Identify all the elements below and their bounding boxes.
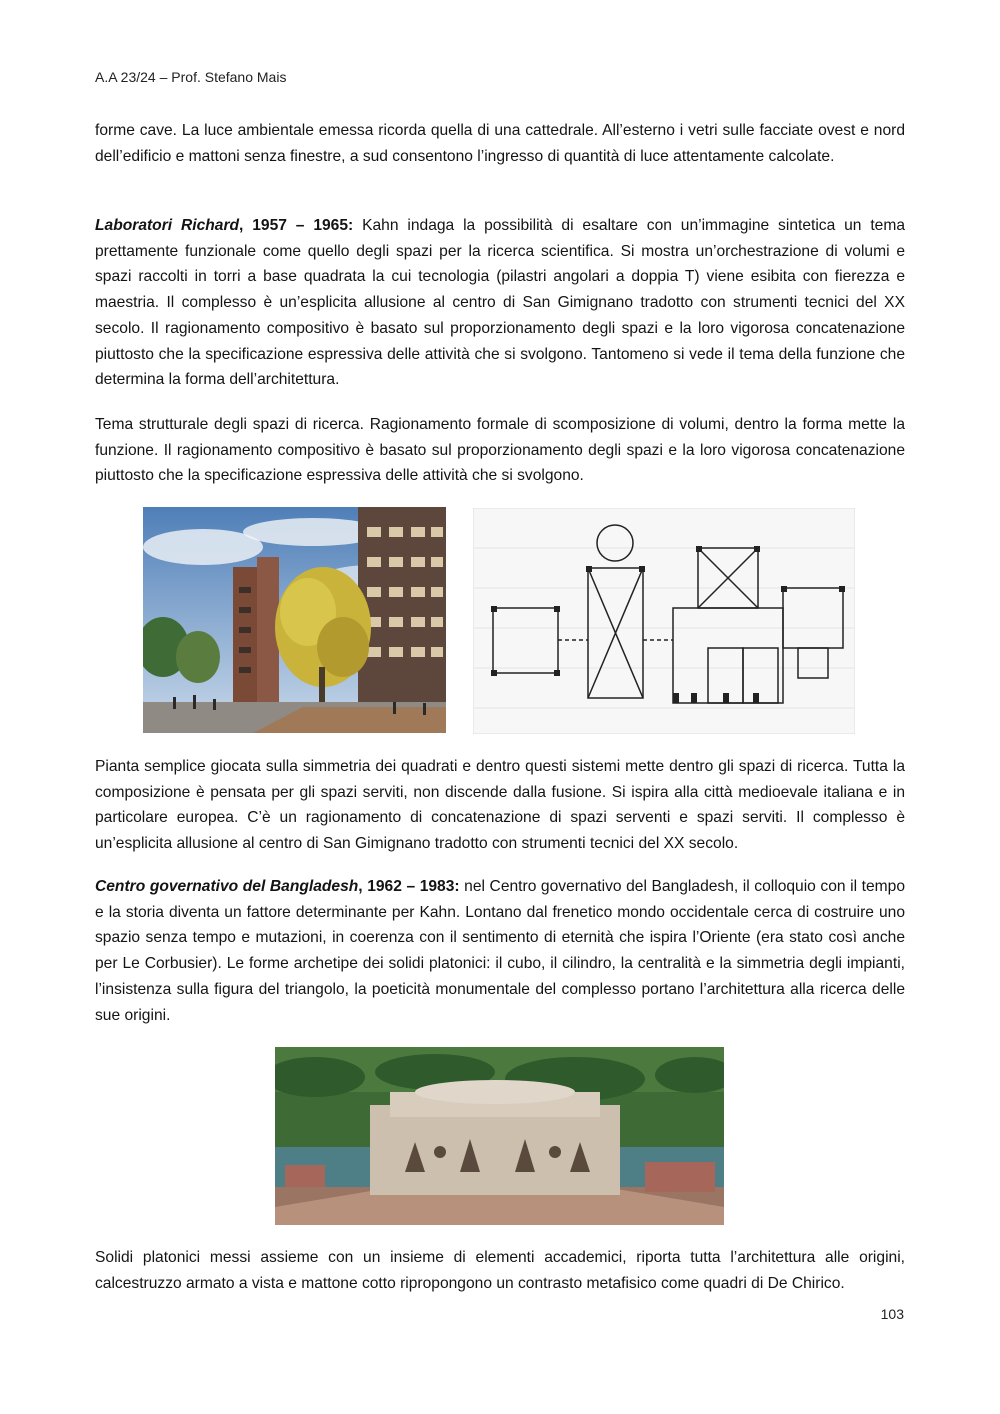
page-number: 103 — [880, 1306, 904, 1322]
paragraph-laboratori-richard — [95, 213, 905, 393]
section-dates: , 1957 – 1965: — [239, 217, 354, 234]
paragraph-bangladesh — [95, 874, 905, 1028]
paragraph-pianta: Pianta semplice giocata sulla simmetria dei quadrati e dentro questi sistemi mette dentro gli spazi di ricerca. Tutta la composizione è pensata per gli spazi serviti, non discende dalla fusione. Si ispira alla città medioevale italiana e in particolare europea. C’è un ragionamento di concatenazione di spazi serventi e spazi serviti. Il complesso è un’esplicita allusione al centro di San Gimignano tradotto con strumenti tecnici del XX secolo. — [95, 758, 905, 853]
richards-laboratories-plan — [473, 508, 855, 734]
section-title-laboratori-richard: Laboratori Richard — [95, 217, 240, 234]
paragraph-intro: forme cave. La luce ambientale emessa ricorda quella di una cattedrale. All’esterno i vetri sulle facciate ovest e nord dell’edificio e mattoni senza finestre, a sud consentono l’ingresso di quantità di luce attentamente calcolate. — [95, 122, 905, 165]
section-title-bangladesh: Centro governativo del Bangladesh — [95, 878, 359, 895]
richards-laboratories-photo — [143, 507, 446, 733]
paragraph-body: nel Centro governativo del Bangladesh, il colloquio con il tempo e la storia diventa un fattore determinante per Kahn. Lontano dal frenetico mondo occidentale cerca di costruire uno spazio senza tempo e mutazioni, in coerenza con il sentimento di eternità che ispira l’Oriente (era stato così anche per Le Corbusier). Le forme archetipe dei solidi platonici: il cubo, il cilindro, la centralità e la simmetria degli impianti, l’insistenza sulla figura del triangolo, la poeticità monumentale del complesso portano l’architettura alla ricerca delle sue origini. — [95, 878, 905, 1024]
page-header: A.A 23/24 – Prof. Stefano Mais — [95, 69, 287, 85]
paragraph-solidi-platonici: Solidi platonici messi assieme con un insieme di elementi accademici, riporta tutta l’architettura alle origini, calcestruzzo armato a vista e mattone cotto ripropongono un contrasto metafisico come quadri di De Chirico. — [95, 1249, 905, 1292]
paragraph-body: Kahn indaga la possibilità di esaltare con un’immagine sintetica un tema prettamente funzionale come quello degli spazi per la ricerca scientifica. Si mostra un’orchestrazione di volumi e spazi raccolti in torri a base quadrata la cui tecnologia (pilastri angolari a doppia T) viene esibita con fierezza e maestria. Il complesso è un’esplicita allusione al centro di San Gimignano tradotto con strumenti tecnici del XX secolo. Il ragionamento compositivo è basato sul proporzionamento degli spazi e la loro vigorosa concatenazione piuttosto che la specificazione espressiva delle attività che si svolgono. Tantomeno si vede il tema della funzione che determina la forma dell’architettura. — [95, 217, 906, 389]
bangladesh-assembly-photo — [275, 1047, 724, 1225]
section-dates: , 1962 – 1983: — [358, 878, 460, 895]
paragraph-tema-strutturale: Tema strutturale degli spazi di ricerca. Ragionamento formale di scomposizione di volumi, dentro la forma mette la funzione. Il ragionamento compositivo è basato sul proporzionamento degli spazi e la loro vigorosa concatenazione piuttosto che la specificazione espressiva delle attività che si svolgono. — [95, 416, 905, 485]
